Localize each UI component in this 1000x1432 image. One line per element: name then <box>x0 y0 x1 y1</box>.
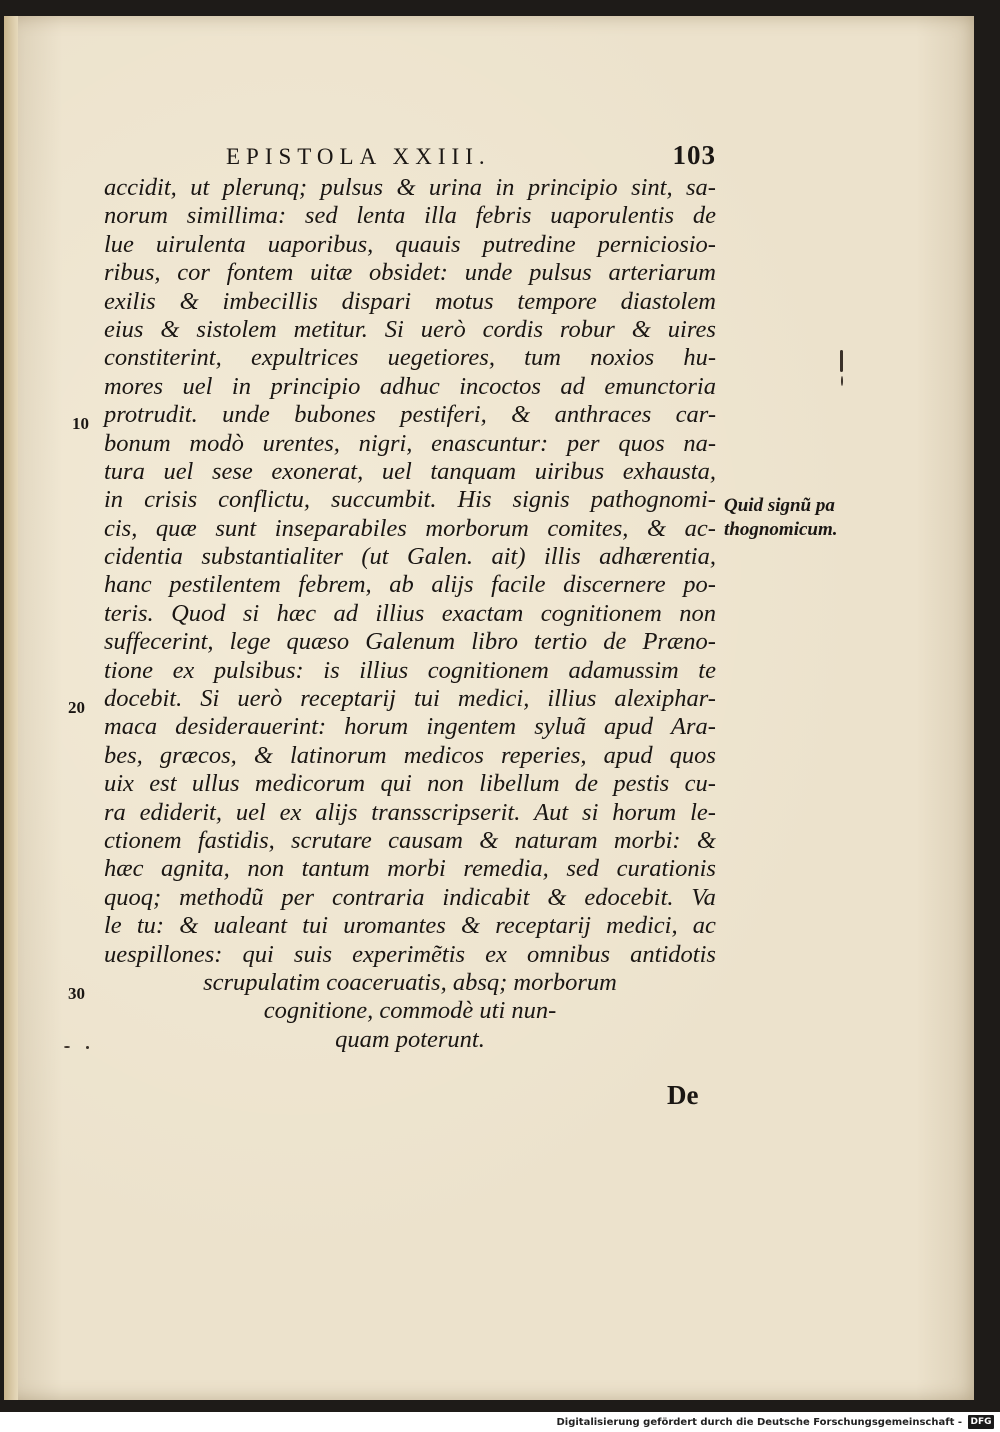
margin-note-line: thognomicum. <box>724 519 838 540</box>
text-line: hæc agnita, non tantum morbi remedia, sed curationis <box>104 855 716 883</box>
text-line: le tu: & ualeant tui uromantes & receptarij medici, ac <box>104 912 716 940</box>
catchword: De <box>667 1080 699 1110</box>
ink-mark <box>841 376 843 386</box>
funding-credit: Digitalisierung gefördert durch die Deutsche Forschungsgemeinschaft - <box>556 1416 962 1428</box>
page-gutter-edge <box>4 16 18 1400</box>
text-line: cidentia substantialiter (ut Galen. ait) illis adhærentia, <box>104 543 716 571</box>
text-line: eius & sistolem metitur. Si uerò cordis robur & uires <box>104 315 716 343</box>
text-line: ctionem fastidis, scrutare causam & naturam morbi: & <box>104 826 716 854</box>
text-line: uix est ullus medicorum qui non libellum de pestis cu- <box>104 770 716 798</box>
line-number-20: 20 <box>68 698 85 717</box>
line-number-10: 10 <box>72 414 89 433</box>
closing-line: scrupulatim coaceruatis, absq; morborum <box>203 968 617 996</box>
text-line: bes, græcos, & latinorum medicos reperies, apud quos <box>104 741 716 769</box>
text-line: cis, quæ sunt inseparabiles morborum comites, & ac- <box>104 514 716 542</box>
text-line: tione ex pulsibus: is illius cognitionem adamussim te <box>104 656 716 684</box>
dfg-logo: DFG <box>968 1415 994 1429</box>
ink-mark <box>840 350 843 372</box>
line-number-30: 30 <box>68 984 85 1003</box>
footer-bar <box>0 1412 1000 1432</box>
margin-note-line: Quid signũ pa <box>724 495 835 516</box>
text-line: norum simillima: sed lenta illa febris uaporulentis de <box>104 202 716 230</box>
text-line: ra ediderit, uel ex alijs transscripserit. Aut si horum le- <box>104 798 716 826</box>
text-line: maca desiderauerint: horum ingentem syluã apud Ara- <box>104 713 716 741</box>
ink-mark <box>64 1046 70 1048</box>
text-line: ribus, cor fontem uitæ obsidet: unde pulsus arteriarum <box>104 259 716 287</box>
text-line: mores uel in principio adhuc incoctos ad emunctoria <box>104 372 716 400</box>
text-line: tura uel sese exonerat, uel tanquam uiribus exhausta, <box>104 457 716 485</box>
text-line: docebit. Si uerò receptarij tui medici, illius alexiphar- <box>104 685 716 713</box>
text-line: lue uirulenta uaporibus, quauis putredine perniciosio- <box>104 230 716 258</box>
closing-line: cognitione, commodè uti nun- <box>263 997 557 1025</box>
text-line: uespillones: qui suis experimẽtis ex omnibus antidotis <box>104 940 716 968</box>
text-line: quoq; methodũ per contraria indicabit & edocebit. Va <box>104 883 716 911</box>
page-header <box>226 140 716 176</box>
book-page <box>4 16 974 1400</box>
text-line: teris. Quod si hæc ad illius exactam cognitionem non <box>104 599 716 627</box>
text-line: constiterint, expultrices uegetiores, tum noxios hu- <box>104 344 716 372</box>
text-line: protrudit. unde bubones pestiferi, & anthraces car- <box>104 401 716 429</box>
body-text <box>104 174 716 1054</box>
text-line: exilis & imbecillis dispari motus tempore diastolem <box>104 287 716 315</box>
text-line: bonum modò urentes, nigri, enascuntur: per quos na- <box>104 429 716 457</box>
text-line: suffecerint, lege quæso Galenum libro tertio de Præno- <box>104 628 716 656</box>
margin-note <box>724 494 864 542</box>
page-number: 103 <box>672 140 716 170</box>
text-line: accidit, ut plerunq; pulsus & urina in principio sint, sa- <box>104 174 716 201</box>
closing-line: quam poterunt. <box>335 1025 485 1053</box>
ink-mark <box>86 1046 89 1049</box>
text-line: hanc pestilentem febrem, ab alijs facile discernere po- <box>104 571 716 599</box>
running-head: EPISTOLA XXIII. <box>226 144 491 169</box>
text-line: in crisis conflictu, succumbit. His signis pathognomi- <box>104 486 716 514</box>
